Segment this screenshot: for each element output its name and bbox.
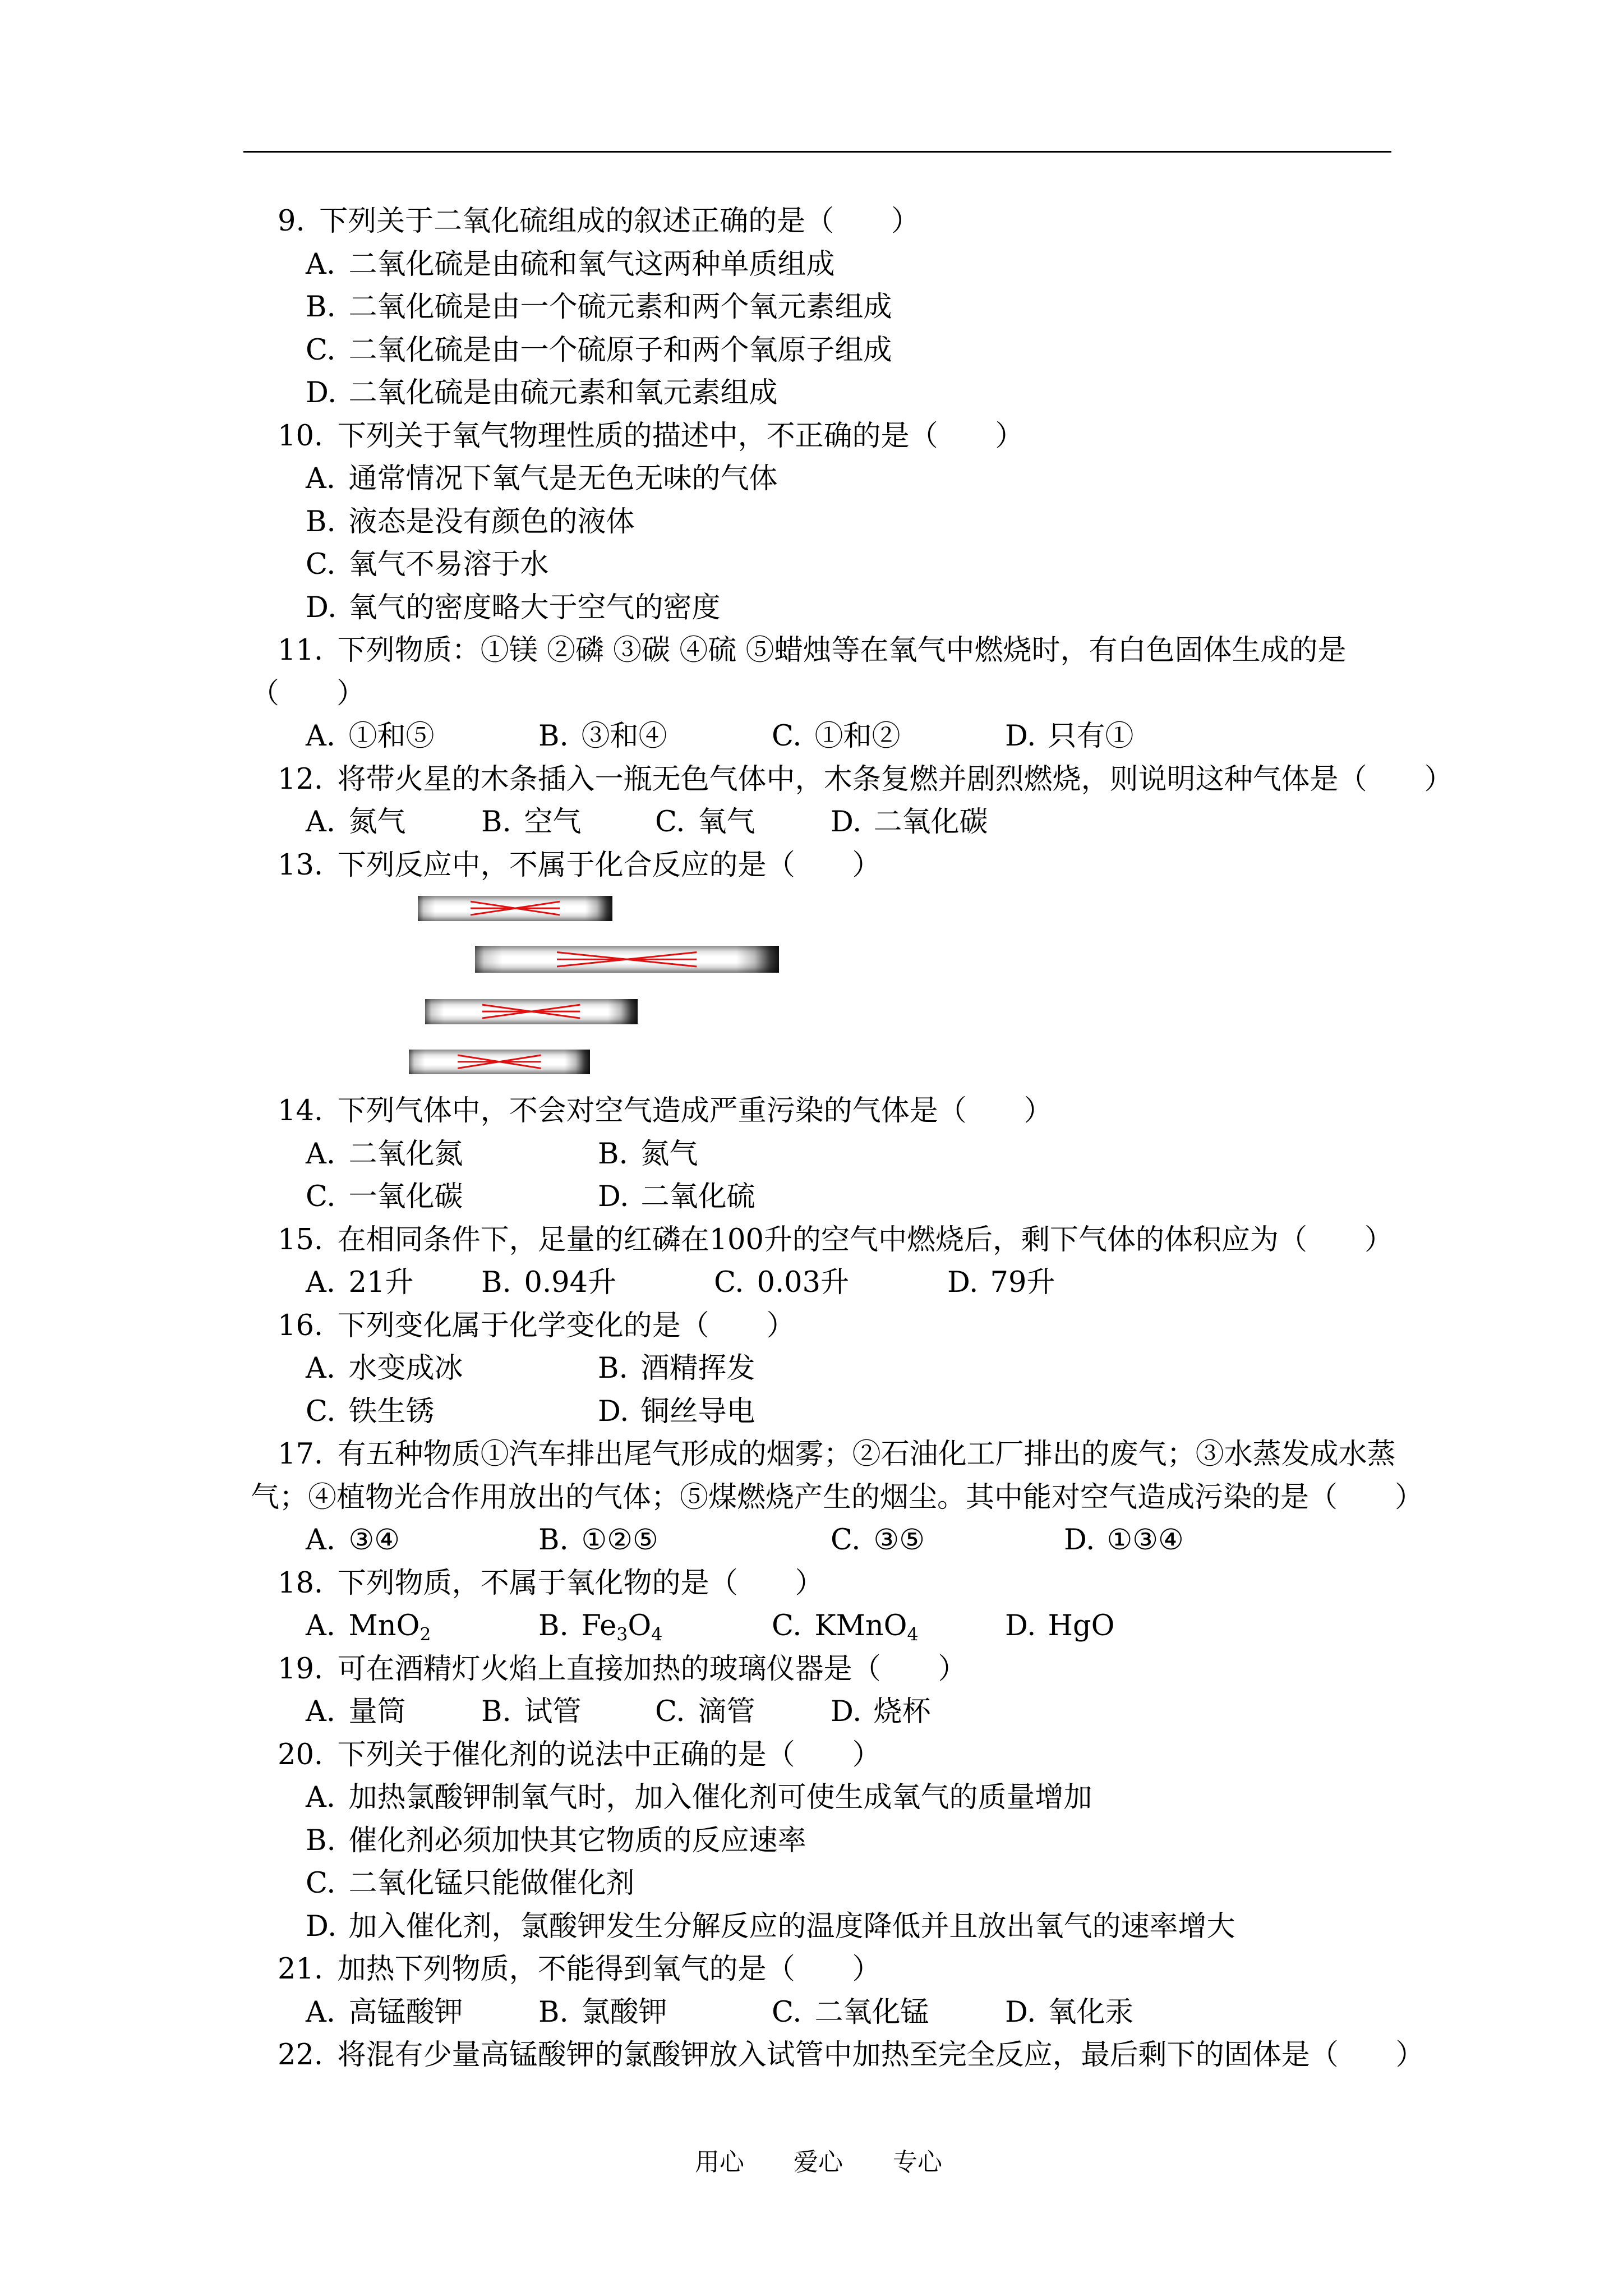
option-text: ①③④ xyxy=(1106,1524,1184,1557)
option-text: ③④ xyxy=(348,1524,400,1557)
question-14-options-row-2 xyxy=(0,1176,1623,1219)
option-b xyxy=(598,1347,755,1391)
question-11 xyxy=(0,629,1623,673)
option-label: D. xyxy=(1005,720,1036,753)
option-label: A. xyxy=(306,1524,336,1557)
option-text: ③⑤ xyxy=(873,1524,925,1557)
option-text: 79升 xyxy=(990,1266,1055,1299)
question-11-options xyxy=(0,715,1623,758)
option-label: B. xyxy=(481,806,511,839)
option-label: A. xyxy=(306,1609,336,1642)
option-label: C. xyxy=(306,1180,336,1213)
option-d xyxy=(598,1391,755,1434)
question-number: 15. xyxy=(278,1223,324,1257)
option-label: D. xyxy=(1064,1524,1095,1557)
option-text: 滴管 xyxy=(698,1695,755,1728)
option-label: C. xyxy=(306,333,336,367)
question-16-options-row-2 xyxy=(0,1391,1623,1434)
option-d xyxy=(831,1691,931,1734)
question-number: 12. xyxy=(278,762,324,796)
question-text: 下列气体中，不会对空气造成严重污染的气体是（ ） xyxy=(337,1094,1053,1128)
option-a xyxy=(306,1605,431,1648)
option-d xyxy=(831,801,988,844)
option-text: 催化剂必须加快其它物质的反应速率 xyxy=(348,1824,806,1857)
question-17-continued xyxy=(0,1476,1623,1520)
option-label: A. xyxy=(306,1781,336,1814)
option-text: ③和④ xyxy=(581,720,667,753)
question-14 xyxy=(0,1090,1623,1133)
option-c xyxy=(772,1991,929,2035)
red-cross-mark-icon xyxy=(557,949,697,969)
option-a xyxy=(306,1133,463,1176)
option-c xyxy=(655,1691,755,1734)
option-b xyxy=(538,1991,667,2035)
option-c xyxy=(0,544,1623,587)
footer-text: 爱心 xyxy=(794,2148,843,2177)
question-15-options xyxy=(0,1262,1623,1305)
option-d xyxy=(1005,1991,1134,2035)
option-d xyxy=(947,1262,1055,1305)
question-16-options-row-1 xyxy=(0,1347,1623,1391)
option-c xyxy=(831,1519,925,1562)
option-label: A. xyxy=(306,1995,336,2029)
question-20 xyxy=(0,1734,1623,1777)
option-label: C. xyxy=(306,1395,336,1428)
option-text: 加入催化剂，氯酸钾发生分解反应的温度降低并且放出氧气的速率增大 xyxy=(348,1910,1235,1943)
option-a xyxy=(306,1347,463,1391)
option-a xyxy=(306,1519,400,1562)
question-15 xyxy=(0,1219,1623,1262)
option-label: B. xyxy=(306,1824,336,1857)
option-text: 0.03升 xyxy=(757,1266,850,1299)
question-17 xyxy=(0,1433,1623,1476)
option-b xyxy=(0,1820,1623,1863)
option-b xyxy=(481,801,582,844)
option-text: 水变成冰 xyxy=(348,1352,463,1385)
option-text: 只有① xyxy=(1048,720,1134,753)
reaction-equation-image-d xyxy=(409,1050,590,1074)
option-text: 氧气的密度略大于空气的密度 xyxy=(348,591,721,624)
question-12 xyxy=(0,758,1623,802)
option-b xyxy=(538,715,667,758)
option-label: A. xyxy=(306,247,336,281)
formula-subscript: 4 xyxy=(907,1625,919,1645)
option-text: 一氧化碳 xyxy=(348,1180,463,1213)
option-text: 二氧化碳 xyxy=(873,806,988,839)
question-17-options xyxy=(0,1519,1623,1562)
red-cross-mark-icon xyxy=(482,1002,580,1021)
question-12-options xyxy=(0,801,1623,844)
option-c xyxy=(306,1391,435,1434)
question-10 xyxy=(0,415,1623,458)
option-text: 量筒 xyxy=(348,1695,406,1728)
question-text: 将混有少量高锰酸钾的氯酸钾放入试管中加热至完全反应，最后剩下的固体是（ ） xyxy=(337,2039,1424,2072)
option-label: D. xyxy=(306,591,337,624)
option-label: D. xyxy=(598,1395,629,1428)
option-label: D. xyxy=(831,806,862,839)
option-label: C. xyxy=(772,1995,802,2029)
option-label: D. xyxy=(1005,1609,1036,1642)
option-text: 空气 xyxy=(524,806,582,839)
question-number: 17. xyxy=(278,1438,324,1471)
option-text: 试管 xyxy=(524,1695,582,1728)
option-label: C. xyxy=(655,1695,685,1728)
option-text: 氮气 xyxy=(348,806,406,839)
option-a xyxy=(306,1691,406,1734)
red-cross-mark-icon xyxy=(458,1052,541,1071)
formula-text: KMnO xyxy=(814,1609,907,1642)
question-number: 9. xyxy=(278,205,305,238)
option-label: B. xyxy=(538,1609,569,1642)
option-label: A. xyxy=(306,1352,336,1385)
question-19 xyxy=(0,1648,1623,1691)
option-d xyxy=(1005,1605,1114,1648)
option-c xyxy=(772,715,901,758)
question-19-options xyxy=(0,1691,1623,1734)
question-text: 有五种物质①汽车排出尾气形成的烟雾；②石油化工厂排出的废气；③水蒸发成水蒸 xyxy=(337,1438,1396,1471)
option-text: 高锰酸钾 xyxy=(348,1995,463,2029)
option-text: 氮气 xyxy=(640,1137,698,1171)
option-label: D. xyxy=(306,1910,337,1943)
option-c xyxy=(655,801,755,844)
option-label: C. xyxy=(655,806,685,839)
option-text: 二氧化锰只能做催化剂 xyxy=(348,1867,635,1900)
option-text: ①和② xyxy=(814,720,901,753)
formula-text: HgO xyxy=(1048,1609,1115,1642)
option-label: A. xyxy=(306,1695,336,1728)
option-label: B. xyxy=(598,1352,628,1385)
question-text: 下列关于氧气物理性质的描述中，不正确的是（ ） xyxy=(337,419,1024,453)
question-text: 可在酒精灯火焰上直接加热的玻璃仪器是（ ） xyxy=(337,1652,967,1686)
header-rule xyxy=(243,151,1391,153)
option-c xyxy=(0,1862,1623,1906)
option-label: B. xyxy=(306,291,336,324)
option-text: 二氧化锰 xyxy=(814,1995,929,2029)
option-a xyxy=(306,1991,463,2035)
option-d xyxy=(1064,1519,1184,1562)
option-label: D. xyxy=(947,1266,979,1299)
option-b xyxy=(538,1605,662,1648)
option-text: 氯酸钾 xyxy=(581,1995,667,2029)
option-d xyxy=(0,1906,1623,1949)
question-list-upper xyxy=(0,200,1623,887)
question-18-options xyxy=(0,1605,1623,1648)
option-text: 氧化汞 xyxy=(1048,1995,1134,2029)
question-number: 18. xyxy=(278,1566,324,1600)
option-label: B. xyxy=(538,720,569,753)
option-label: B. xyxy=(481,1695,511,1728)
question-22 xyxy=(0,2034,1623,2077)
question-text: 下列变化属于化学变化的是（ ） xyxy=(337,1309,795,1342)
option-label: B. xyxy=(538,1524,569,1557)
question-number: 22. xyxy=(278,2039,324,2072)
red-cross-mark-icon xyxy=(471,899,560,918)
option-c xyxy=(0,329,1623,372)
option-text: 加热氯酸钾制氧气时，加入催化剂可使生成氧气的质量增加 xyxy=(348,1781,1092,1814)
option-text: 二氧化硫是由硫元素和氧元素组成 xyxy=(348,376,778,409)
footer-text: 专心 xyxy=(893,2148,942,2177)
question-text: 将带火星的木条插入一瓶无色气体中，木条复燃并剧烈燃烧，则说明这种气体是（ ） xyxy=(337,762,1453,796)
question-number: 13. xyxy=(278,848,324,882)
option-label: C. xyxy=(772,1609,802,1642)
option-b xyxy=(0,286,1623,329)
option-text: 二氧化硫是由硫和氧气这两种单质组成 xyxy=(348,247,835,281)
option-text: ①和⑤ xyxy=(348,720,435,753)
option-text: 二氧化硫 xyxy=(640,1180,755,1213)
option-b xyxy=(0,501,1623,544)
option-text: 21升 xyxy=(348,1266,414,1299)
reaction-equation-image-b xyxy=(475,946,779,973)
option-a xyxy=(306,801,406,844)
option-label: A. xyxy=(306,720,336,753)
option-label: C. xyxy=(306,548,336,581)
option-a xyxy=(0,1777,1623,1820)
option-text: 氧气 xyxy=(698,806,755,839)
option-b xyxy=(538,1519,658,1562)
option-label: A. xyxy=(306,806,336,839)
question-text: 下列物质，不属于氧化物的是（ ） xyxy=(337,1566,824,1600)
option-label: A. xyxy=(306,1266,336,1299)
option-b xyxy=(598,1133,698,1176)
option-label: B. xyxy=(598,1137,628,1171)
option-label: C. xyxy=(306,1867,336,1900)
option-label: C. xyxy=(831,1524,861,1557)
question-13 xyxy=(0,844,1623,887)
option-text: 通常情况下氧气是无色无味的气体 xyxy=(348,462,778,495)
option-c xyxy=(714,1262,849,1305)
option-label: D. xyxy=(306,376,337,409)
formula-text: MnO xyxy=(348,1609,420,1642)
question-number: 16. xyxy=(278,1309,324,1342)
option-label: C. xyxy=(772,720,802,753)
question-text-continued: （ ） xyxy=(251,677,366,710)
option-label: A. xyxy=(306,462,336,495)
question-number: 19. xyxy=(278,1652,324,1686)
option-d xyxy=(0,587,1623,630)
question-11-continued xyxy=(0,673,1623,716)
option-text: 0.94升 xyxy=(524,1266,617,1299)
question-text-continued: 气；④植物光合作用放出的气体；⑤煤燃烧产生的烟尘。其中能对空气造成污染的是（ ） xyxy=(251,1480,1424,1514)
option-d xyxy=(0,372,1623,415)
option-label: C. xyxy=(714,1266,744,1299)
formula-text: Fe xyxy=(581,1609,617,1642)
option-text: 氧气不易溶于水 xyxy=(348,548,549,581)
option-label: B. xyxy=(538,1995,569,2029)
option-text: 液态是没有颜色的液体 xyxy=(348,505,635,539)
option-text: 二氧化氮 xyxy=(348,1137,463,1171)
question-number: 20. xyxy=(278,1738,324,1772)
footer-text: 用心 xyxy=(695,2148,744,2177)
option-text: ①②⑤ xyxy=(581,1524,658,1557)
option-a xyxy=(306,715,435,758)
question-text: 下列关于催化剂的说法中正确的是（ ） xyxy=(337,1738,881,1772)
formula-subscript: 2 xyxy=(419,1625,431,1645)
formula-text: O xyxy=(628,1609,652,1642)
question-text: 加热下列物质，不能得到氧气的是（ ） xyxy=(337,1953,881,1986)
option-text: 铁生锈 xyxy=(348,1395,435,1428)
option-c xyxy=(306,1176,463,1219)
question-9 xyxy=(0,200,1623,243)
option-a xyxy=(0,243,1623,287)
option-d xyxy=(1005,715,1134,758)
question-16 xyxy=(0,1305,1623,1348)
question-number: 21. xyxy=(278,1953,324,1986)
option-d xyxy=(598,1176,755,1219)
question-21 xyxy=(0,1948,1623,1991)
question-number: 11. xyxy=(278,634,324,667)
question-text: 下列关于二氧化硫组成的叙述正确的是（ ） xyxy=(319,205,920,238)
option-label: B. xyxy=(481,1266,511,1299)
question-14-options-row-1 xyxy=(0,1133,1623,1176)
option-text: 烧杯 xyxy=(873,1695,931,1728)
option-c xyxy=(772,1605,919,1648)
formula-subscript: 4 xyxy=(651,1625,663,1645)
option-b xyxy=(481,1262,616,1305)
question-text: 下列反应中，不属于化合反应的是（ ） xyxy=(337,848,881,882)
question-text: 在相同条件下，足量的红磷在100升的空气中燃烧后，剩下气体的体积应为（ ） xyxy=(337,1223,1393,1257)
question-21-options xyxy=(0,1991,1623,2035)
option-text: 二氧化硫是由一个硫元素和两个氧元素组成 xyxy=(348,291,892,324)
option-text: 二氧化硫是由一个硫原子和两个氧原子组成 xyxy=(348,333,892,367)
question-text: 下列物质：①镁 ②磷 ③碳 ④硫 ⑤蜡烛等在氧气中燃烧时，有白色固体生成的是 xyxy=(337,634,1347,667)
question-18 xyxy=(0,1562,1623,1605)
question-number: 14. xyxy=(278,1094,324,1128)
option-label: D. xyxy=(831,1695,862,1728)
formula-subscript: 3 xyxy=(616,1625,628,1645)
option-label: B. xyxy=(306,505,336,539)
option-label: D. xyxy=(1005,1995,1036,2029)
reaction-equation-image-c xyxy=(425,999,638,1024)
question-list-lower xyxy=(0,1090,1623,2077)
reaction-equation-image-a xyxy=(418,896,612,921)
option-label: D. xyxy=(598,1180,629,1213)
question-number: 10. xyxy=(278,419,324,453)
option-label: A. xyxy=(306,1137,336,1171)
option-b xyxy=(481,1691,582,1734)
option-text: 铜丝导电 xyxy=(640,1395,755,1428)
option-text: 酒精挥发 xyxy=(640,1352,755,1385)
option-a xyxy=(306,1262,413,1305)
option-a xyxy=(0,458,1623,501)
